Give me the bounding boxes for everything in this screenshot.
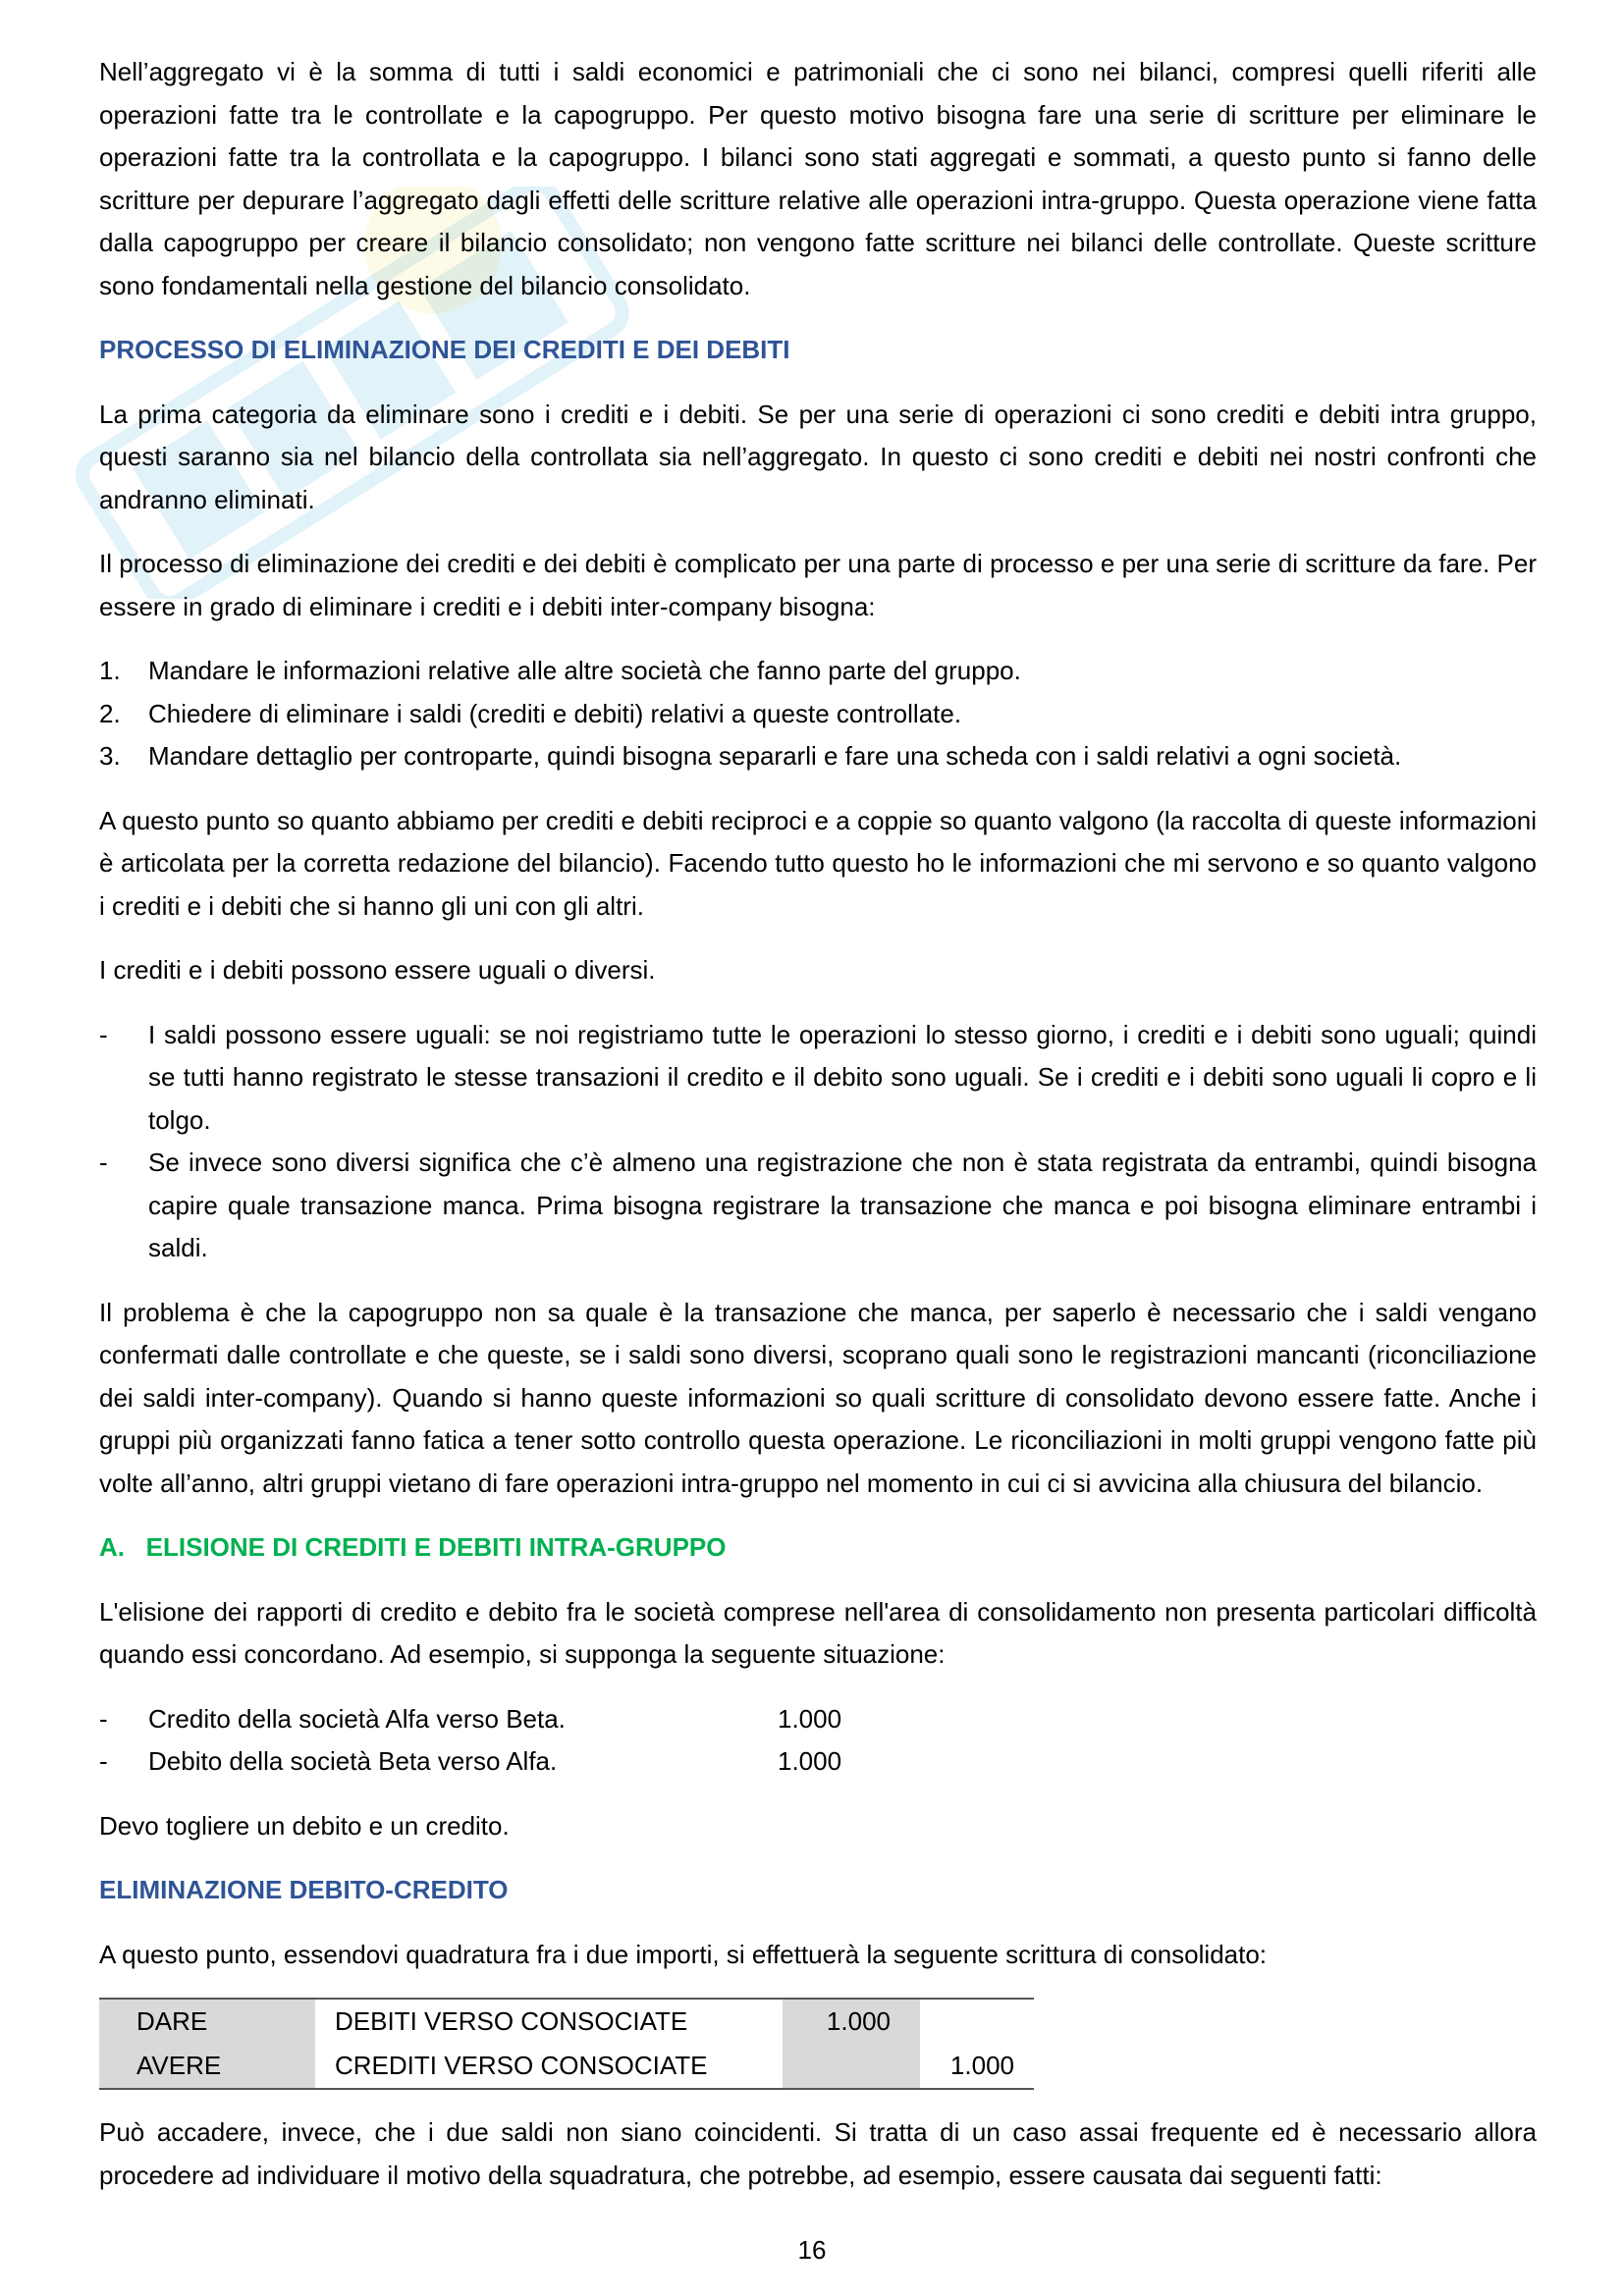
- paragraph: A questo punto, essendovi quadratura fra i due importi, si effettuerà la seguente scrittura di consolidato:: [99, 1939, 1268, 1969]
- entry-side: DARE: [99, 1999, 315, 2044]
- entry-account: CREDITI VERSO CONSOCIATE: [335, 2051, 708, 2080]
- paragraph: Il problema è che la capogruppo non sa quale è la transazione che manca, per saperlo è necessario che i saldi vengano confermati dalle controllate e che queste, se i saldi sono diversi, scoprano quali sono le registrazioni mancanti (riconciliazione dei saldi inter-company). Quando si hanno queste informazioni so quali scritture di consolidato devono essere fatte. Anche i gruppi più organizzati fanno fatica a tener sotto controllo questa operazione. Le riconciliazioni in molti gruppi vengono fatte più volte all’anno, altri gruppi vietano di fare operazioni intra-gruppo nel momento in cui ci si avvicina alla chiusura del bilancio.: [99, 1297, 1537, 1498]
- table-row: [99, 2044, 1034, 2089]
- paragraph: La prima categoria da eliminare sono i crediti e i debiti. Se per una serie di operazioni ci sono crediti e debiti intra gruppo, questi saranno sia nel bilancio della controllata sia nell’aggregato. In questo ci sono crediti e debiti nei nostri confronti che andranno eliminati.: [99, 399, 1537, 514]
- page-number: 16: [797, 2235, 827, 2265]
- list-item-text: Credito della società Alfa verso Beta.: [148, 1703, 566, 1734]
- section-heading-elisione: A. ELISIONE DI CREDITI E DEBITI INTRA-GRUPPO: [99, 1532, 727, 1562]
- list-item: [99, 693, 1537, 736]
- entry-credit: 1.000: [949, 2051, 1014, 2080]
- paragraph: L'elisione dei rapporti di credito e debito fra le società comprese nell'area di consolidamento non presenta particolari difficoltà quando essi concordano. Ad esempio, si supponga la seguente situazione:: [99, 1596, 1537, 1669]
- list-marker: 2.: [99, 698, 121, 728]
- list-item: [99, 735, 1537, 778]
- amount-value: 1.000: [778, 1703, 842, 1734]
- list-marker: -: [99, 1148, 108, 1177]
- entry-account: DEBITI VERSO CONSOCIATE: [335, 2006, 688, 2036]
- list-item: [99, 650, 1537, 693]
- list-item-text: Mandare le informazioni relative alle altre società che fanno parte del gruppo.: [148, 656, 1021, 685]
- paragraph: I crediti e i debiti possono essere uguali o diversi.: [99, 955, 656, 985]
- entry-debit: [783, 2044, 920, 2089]
- numbered-list: [99, 650, 1537, 778]
- journal-entry-table: [99, 1998, 1034, 2090]
- list-item: [99, 1698, 1537, 1741]
- list-item: [99, 1142, 1537, 1270]
- list-marker: -: [99, 1746, 108, 1776]
- list-item-text: Debito della società Beta verso Alfa.: [148, 1746, 558, 1776]
- entry-credit: [920, 1999, 1034, 2044]
- paragraph: A questo punto so quanto abbiamo per crediti e debiti reciproci e a coppie so quanto valgono (la raccolta di queste informazioni è articolata per la corretta redazione del bilancio). Facendo tutto questo ho le informazioni che mi servono e so quanto valgono i crediti e i debiti che si hanno gli uni con gli altri.: [99, 805, 1537, 921]
- entry-debit: 1.000: [783, 1999, 920, 2044]
- dash-list: [99, 1014, 1537, 1270]
- list-marker: -: [99, 1703, 108, 1734]
- list-marker: 1.: [99, 656, 121, 685]
- entry-side: AVERE: [99, 2044, 315, 2089]
- list-item: [99, 1014, 1537, 1143]
- list-item-text: I saldi possono essere uguali: se noi registriamo tutte le operazioni lo stesso giorno, i crediti e i debiti sono uguali; quindi se tutti hanno registrato le stesse transazioni il credito e il debito sono uguali. Se i crediti e i debiti sono uguali li copro e li tolgo.: [148, 1019, 1537, 1135]
- list-item: [99, 1740, 1537, 1784]
- list-marker: -: [99, 1019, 108, 1049]
- section-heading-eliminazione: PROCESSO DI ELIMINAZIONE DEI CREDITI E DEI DEBITI: [99, 335, 790, 364]
- intro-paragraph: Nell’aggregato vi è la somma di tutti i saldi economici e patrimoniali che ci sono nei bilanci, compresi quelli riferiti alle operazioni fatte tra le controllate e la capogruppo. Per questo motivo bisogna fare una serie di scritture per eliminare le operazioni fatte tra la controllata e la capogruppo. I bilanci sono stati aggregati e sommati, a questo punto si fanno delle scritture per depurare l’aggregato dagli effetti delle scritture relative alle operazioni intra-gruppo. Questa operazione viene fatta dalla capogruppo per creare il bilancio consolidato; non vengono fatte scritture nei bilanci delle controllate. Queste scritture sono fondamentali nella gestione del bilancio consolidato.: [99, 57, 1537, 300]
- amount-value: 1.000: [778, 1746, 842, 1776]
- paragraph: Il processo di eliminazione dei crediti e dei debiti è complicato per una parte di processo e per una serie di scritture da fare. Per essere in grado di eliminare i crediti e i debiti inter-company bisogna:: [99, 549, 1537, 621]
- paragraph: Può accadere, invece, che i due saldi non siano coincidenti. Si tratta di un caso assai frequente ed è necessario allora procedere ad individuare il motivo della squadratura, che potrebbe, ad esempio, essere causata dai seguenti fatti:: [99, 2117, 1537, 2190]
- example-list: [99, 1698, 1537, 1784]
- list-marker: 3.: [99, 741, 121, 771]
- list-item-text: Chiedere di eliminare i saldi (crediti e debiti) relativi a queste controllate.: [148, 698, 962, 728]
- main-content: [99, 51, 1537, 2197]
- list-item-text: Se invece sono diversi significa che c’è almeno una registrazione che non è stata registrata da entrambi, quindi bisogna capire quale transazione manca. Prima bisogna registrare la transazione che manca e poi bisogna eliminare entrambi i saldi.: [148, 1148, 1537, 1262]
- section-heading-debito-credito: ELIMINAZIONE DEBITO-CREDITO: [99, 1875, 509, 1904]
- table-row: [99, 1999, 1034, 2044]
- paragraph: Devo togliere un debito e un credito.: [99, 1810, 510, 1841]
- list-item-text: Mandare dettaglio per controparte, quindi bisogna separarli e fare una scheda con i saldi relativi a ogni società.: [148, 741, 1402, 771]
